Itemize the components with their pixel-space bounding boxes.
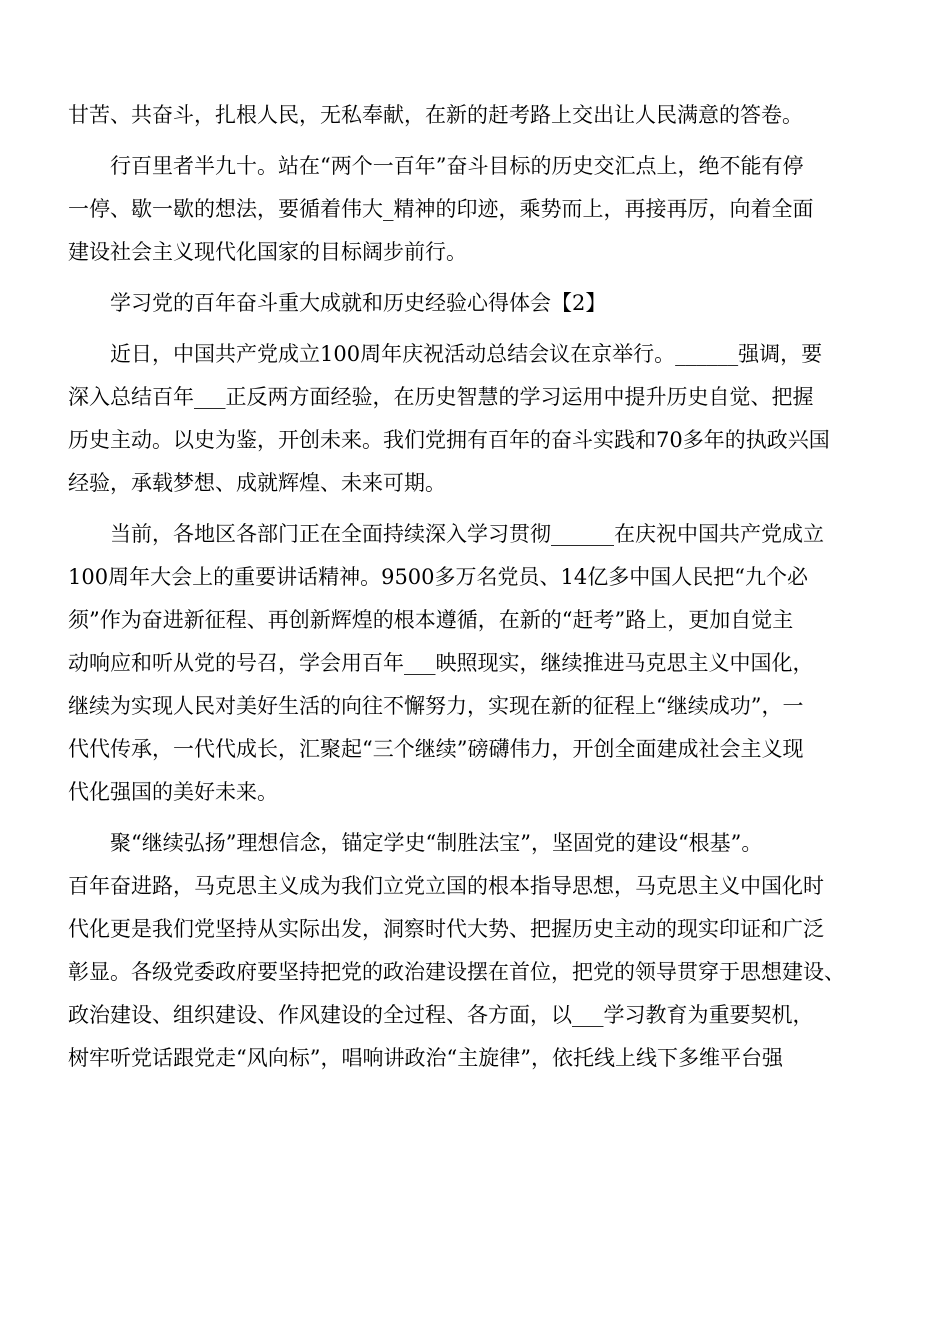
paragraph bbox=[68, 94, 884, 137]
text-line: 代化更是我们党坚持从实际出发，洞察时代大势、把握历史主动的现实印证和广泛 bbox=[68, 917, 824, 941]
text-line: 代代传承，一代代成长，汇聚起“三个继续”磅礴伟力，开创全面建成社会主义现 bbox=[68, 737, 804, 761]
document-body bbox=[68, 94, 884, 1088]
section-heading bbox=[68, 282, 884, 325]
text-line: 一停、歇一歇的想法，要循着伟大_精神的印迹，乘势而上，再接再厉，向着全面 bbox=[68, 197, 814, 221]
text-line: 建设社会主义现代化国家的目标阔步前行。 bbox=[68, 240, 467, 264]
paragraph bbox=[68, 513, 884, 814]
text-line: 动响应和听从党的号召，学会用百年___映照现实，继续推进马克思主义中国化， bbox=[68, 651, 814, 675]
paragraph bbox=[68, 333, 884, 505]
heading-text: 学习党的百年奋斗重大成就和历史经验心得体会【2】 bbox=[110, 291, 607, 315]
text-line: 继续为实现人民对美好生活的向往不懈努力，实现在新的征程上“继续成功”，一 bbox=[68, 694, 804, 718]
text-line: 甘苦、共奋斗，扎根人民，无私奉献，在新的赶考路上交出让人民满意的答卷。 bbox=[68, 103, 803, 127]
text-line: 100周年大会上的重要讲话精神。9500多万名党员、14亿多中国人民把“九个必 bbox=[68, 565, 808, 589]
text-line: 须”作为奋进新征程、再创新辉煌的根本遵循，在新的“赶考”路上，更加自觉主 bbox=[68, 608, 794, 632]
text-line: 近日，中国共产党成立100周年庆祝活动总结会议在京举行。______强调，要 bbox=[110, 342, 823, 366]
text-line: 行百里者半九十。站在“两个一百年”奋斗目标的历史交汇点上，绝不能有停 bbox=[110, 154, 804, 178]
text-line: 树牢听党话跟党走“风向标”，唱响讲政治“主旋律”，依托线上线下多维平台强 bbox=[68, 1046, 783, 1070]
paragraph bbox=[68, 145, 884, 274]
text-line: 深入总结百年___正反两方面经验，在历史智慧的学习运用中提升历史自觉、把握 bbox=[68, 385, 814, 409]
text-line: 当前，各地区各部门正在全面持续深入学习贯彻______在庆祝中国共产党成立 bbox=[110, 522, 824, 546]
text-line: 聚“继续弘扬”理想信念，锚定学史“制胜法宝”，坚固党的建设“根基”。 bbox=[110, 831, 763, 855]
paragraph bbox=[68, 822, 884, 1080]
text-line: 政治建设、组织建设、作风建设的全过程、各方面，以___学习教育为重要契机， bbox=[68, 1003, 814, 1027]
text-line: 百年奋进路，马克思主义成为我们立党立国的根本指导思想，马克思主义中国化时 bbox=[68, 874, 824, 898]
text-line: 彰显。各级党委政府要坚持把党的政治建设摆在首位，把党的领导贯穿于思想建设、 bbox=[68, 960, 845, 984]
text-line: 历史主动。以史为鉴，开创未来。我们党拥有百年的奋斗实践和70多年的执政兴国 bbox=[68, 428, 830, 452]
text-line: 经验，承载梦想、成就辉煌、未来可期。 bbox=[68, 471, 446, 495]
text-line: 代化强国的美好未来。 bbox=[68, 780, 278, 804]
